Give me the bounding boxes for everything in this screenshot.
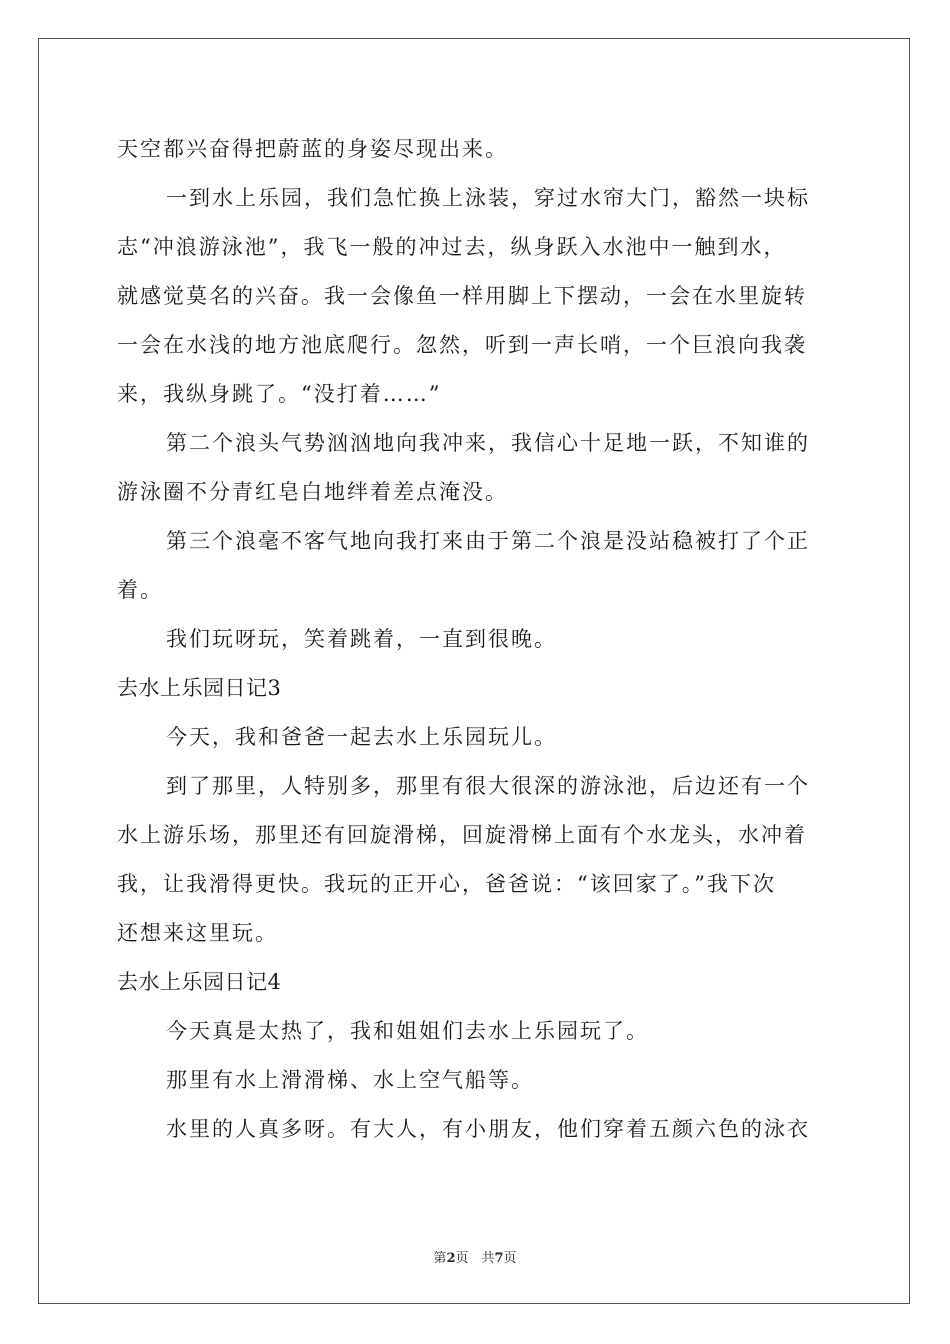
- text-line: 游泳圈不分青红皂白地绊着差点淹没。: [117, 480, 508, 504]
- text-line: 水里的人真多呀。有大人，有小朋友，他们穿着五颜六色的泳衣: [166, 1117, 810, 1141]
- text-line: 就感觉莫名的兴奋。我一会像鱼一样用脚上下摆动，一会在水里旋转: [117, 284, 807, 308]
- text-line: 到了那里，人特别多，那里有很大很深的游泳池，后边还有一个: [166, 774, 810, 798]
- text-line: 着。: [117, 578, 163, 602]
- text-line: 今天真是太热了，我和姐姐们去水上乐园玩了。: [166, 1019, 649, 1043]
- footer-mid: 页 共: [455, 1251, 495, 1266]
- footer-prefix: 第: [433, 1251, 447, 1266]
- text-line: 水上游乐场，那里还有回旋滑梯，回旋滑梯上面有个水龙头，水冲着: [117, 823, 807, 847]
- total-page-number: 7: [494, 1251, 504, 1266]
- section-heading: 去水上乐园日记3: [117, 676, 282, 700]
- current-page-number: 2: [446, 1251, 456, 1266]
- text-line: 今天，我和爸爸一起去水上乐园玩儿。: [166, 725, 557, 749]
- text-line: 我们玩呀玩，笑着跳着，一直到很晚。: [166, 627, 557, 651]
- text-line: 第三个浪毫不客气地向我打来由于第二个浪是没站稳被打了个正: [166, 529, 810, 553]
- text-line: 一会在水浅的地方池底爬行。忽然，听到一声长哨，一个巨浪向我袭: [117, 333, 807, 357]
- text-line: 天空都兴奋得把蔚蓝的身姿尽现出来。: [117, 137, 508, 161]
- text-line: 第二个浪头气势汹汹地向我冲来，我信心十足地一跃，不知谁的: [166, 431, 810, 455]
- document-body: [117, 125, 833, 1154]
- text-line: 那里有水上滑滑梯、水上空气船等。: [166, 1068, 534, 1092]
- text-line: 一到水上乐园，我们急忙换上泳装，穿过水帘大门，豁然一块标: [166, 186, 810, 210]
- section-heading: 去水上乐园日记4: [117, 970, 282, 994]
- text-line: 还想来这里玩。: [117, 921, 278, 945]
- text-line: 志“冲浪游泳池”，我飞一般的冲过去，纵身跃入水池中一触到水，: [117, 235, 787, 259]
- text-line: 我，让我滑得更快。我玩的正开心，爸爸说：“该回家了。”我下次: [117, 872, 776, 896]
- page-footer: [0, 1247, 950, 1266]
- text-line: 来，我纵身跳了。“没打着……”: [117, 382, 442, 406]
- footer-suffix: 页: [503, 1251, 517, 1266]
